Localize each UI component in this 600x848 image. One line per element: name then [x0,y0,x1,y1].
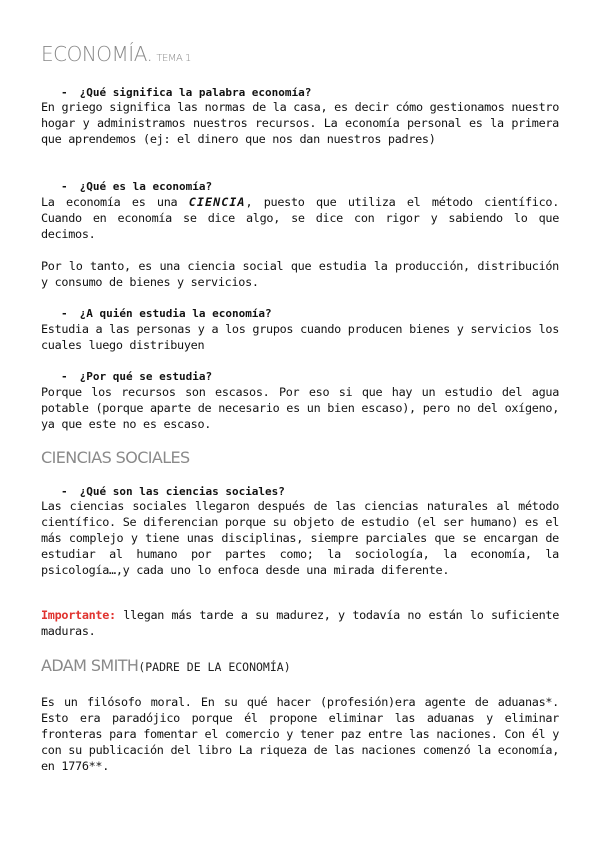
page-subtitle: TEMA 1 [156,53,191,64]
paragraph: Es un filósofo moral. En su qué hacer (profesión)era agente de aduanas*. Esto era paradójico porque él propone eliminar las aduanas y eliminar fronteras para fomentar el comercio y tener paz entre las naciones. Con él y con su publicación del libro La riqueza de las naciones comenzó la economía, en 1776**. [41,695,559,773]
paragraph: Por lo tanto, es una ciencia social que estudia la producción, distribución y consumo de bienes y servicios. [41,259,559,289]
question-heading: - ¿Qué es la economía? [61,180,213,193]
question-heading: - ¿Qué significa la palabra economía? [61,86,312,99]
paragraph: La economía es una CIENCIA, puesto que utiliza el método científico. Cuando en economía se dice algo, se dice con rigor y sabiendo lo que decimos. [41,195,559,241]
paragraph: Las ciencias sociales llegaron después de las ciencias naturales al método científico. Se diferencian porque su objeto de estudio (el ser humano) es el más complejo y tiene unas disciplinas, siempre parciales que se encargan de estudiar al humano por partes como; la sociología, la economía, la psicología…,y cada uno lo enfoca desde una mirada diferente. [41,499,559,577]
question-heading: - ¿A quién estudia la economía? [61,307,272,320]
section-title: ADAM SMITH(PADRE DE LA ECONOMÍA) [41,656,291,675]
emphasis: CIENCIA [188,195,246,209]
important-note: Importante: llegan más tarde a su madurez, y todavía no están lo suficiente maduras. [41,608,559,638]
paragraph: Estudia a las personas y a los grupos cuando producen bienes y servicios los cuales luego distribuyen [41,322,559,352]
page-title: ECONOMÍA. TEMA 1 [41,42,191,66]
paragraph: En griego significa las normas de la casa, es decir cómo gestionamos nuestro hogar y administramos nuestros recursos. La economía personal es la primera que aprendemos (ej: el dinero que nos dan nuestros padres) [41,100,559,146]
section-subtitle: (PADRE DE LA ECONOMÍA) [138,660,291,674]
question-heading: - ¿Por qué se estudia? [61,370,213,383]
section-title: CIENCIAS SOCIALES [41,448,190,467]
important-label: Importante: [41,608,116,622]
paragraph: Porque los recursos son escasos. Por eso si que hay un estudio del agua potable (porque aparte de necesario es un bien escaso), pero no del oxígeno, ya que este no es escaso. [41,385,559,431]
question-heading: - ¿Qué son las ciencias sociales? [61,485,285,498]
